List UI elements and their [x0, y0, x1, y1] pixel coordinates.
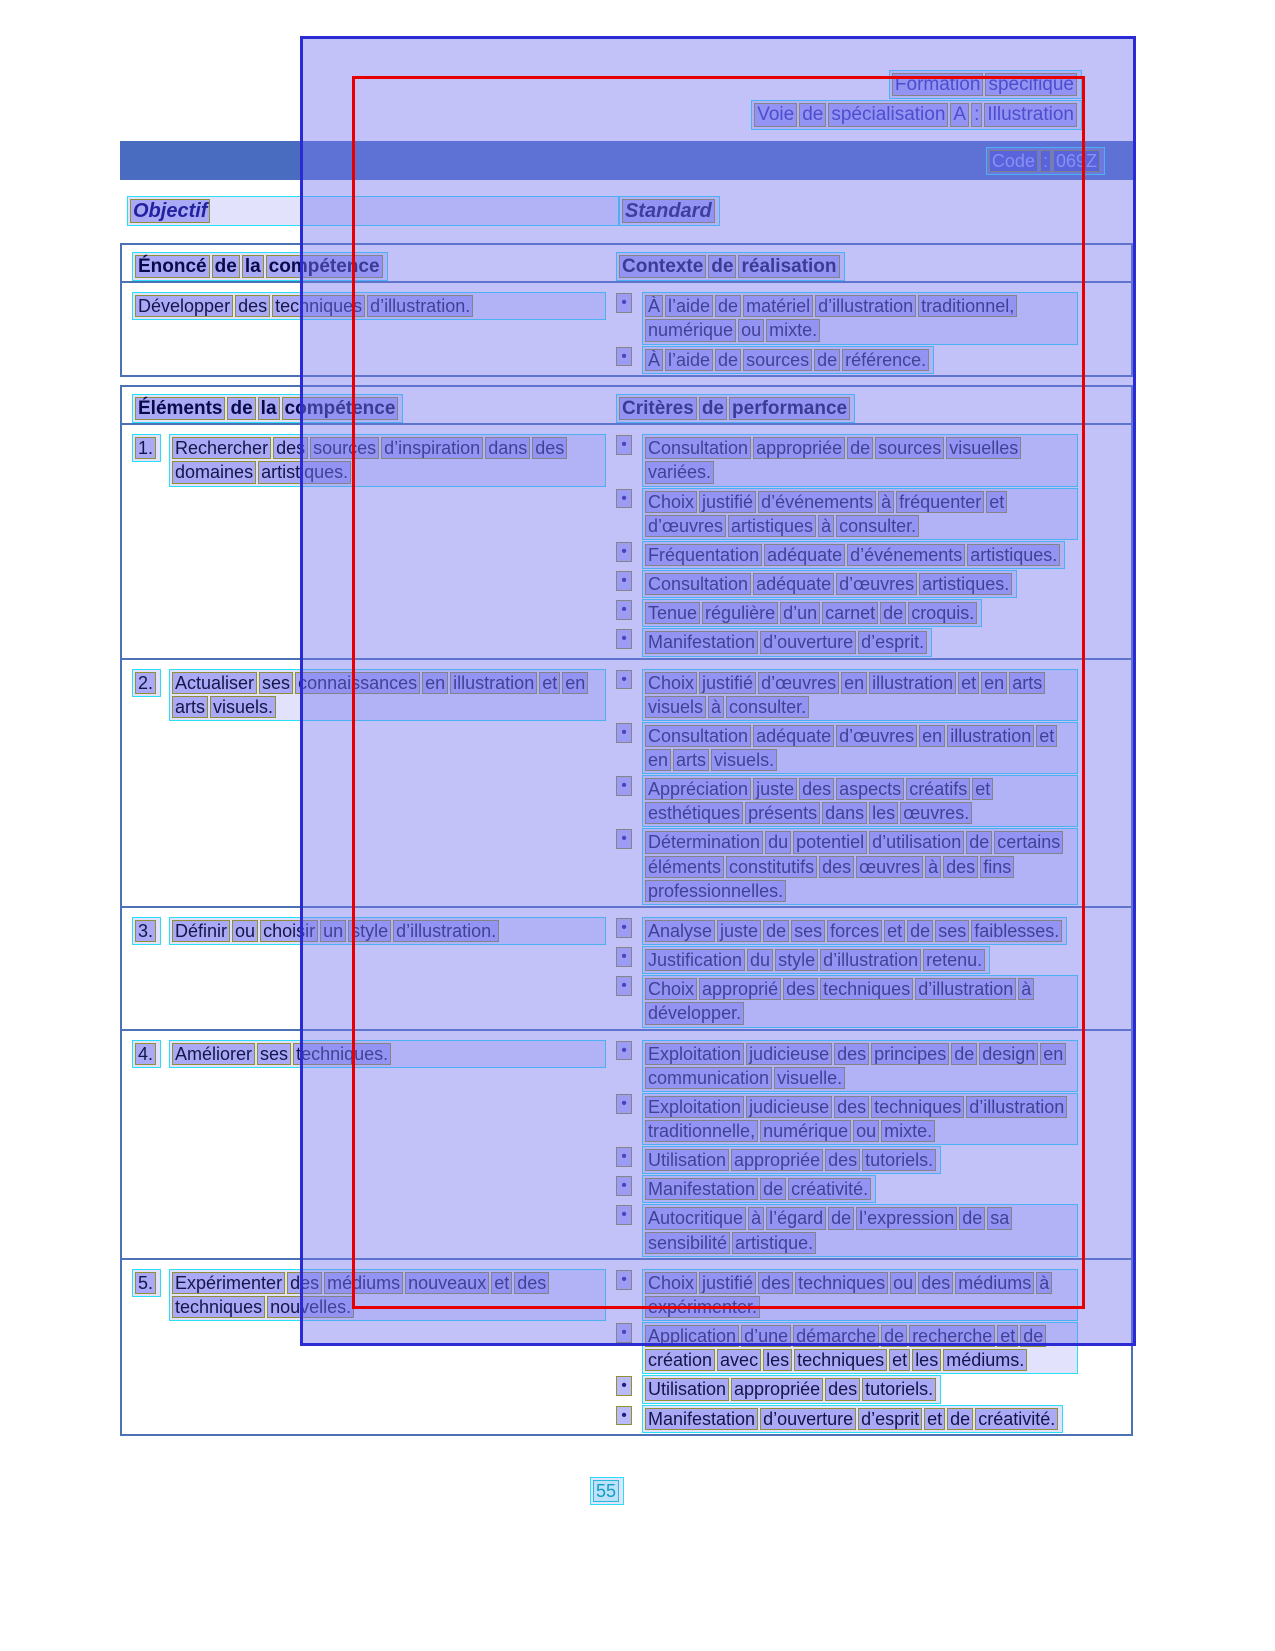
column-header-criteres: Critères de performance: [616, 394, 855, 423]
bullet-icon: •: [616, 629, 632, 649]
list-item: [616, 1322, 1081, 1374]
list-item: [616, 1093, 1081, 1145]
header-line-1: Formation spécifique: [889, 70, 1082, 99]
list-item: [616, 1040, 1081, 1092]
list-item: [616, 917, 1081, 945]
bullet-icon: •: [616, 1376, 632, 1396]
bullet-text: Exploitation judicieuse des principes de design encommunication visuelle.: [642, 1040, 1078, 1092]
list-item: [616, 946, 1081, 974]
bullet-icon: •: [616, 542, 632, 562]
section-header-bar: [120, 141, 1133, 180]
bullet-text: Manifestation d’ouverture d’esprit et de créativité.: [642, 1405, 1063, 1433]
bullet-icon: •: [616, 1094, 632, 1114]
list-item: [616, 628, 1081, 656]
item-number: 4.: [132, 1040, 161, 1068]
bullet-icon: •: [616, 293, 632, 313]
criteres-cell: [610, 908, 1131, 1029]
list-item: [616, 488, 1081, 540]
objectif-label: Objectif: [127, 196, 619, 226]
table-row-2: [122, 658, 1131, 906]
bullet-text: Choix justifié d’œuvres en illustration et en artsvisuels à consulter.: [642, 669, 1078, 721]
element-text: Expérimenter des médiums nouveaux et destechniques nouvelles.: [169, 1269, 606, 1321]
bullet-text: Consultation adéquate d’œuvres artistiques.: [642, 570, 1017, 598]
bullet-text: Manifestation de créativité.: [642, 1175, 876, 1203]
item-number: 3.: [132, 917, 161, 945]
bullet-icon: •: [616, 600, 632, 620]
bullet-icon: •: [616, 347, 632, 367]
list-item: [616, 722, 1081, 774]
bullet-icon: •: [616, 829, 632, 849]
bullet-icon: •: [616, 1147, 632, 1167]
bullet-icon: •: [616, 1270, 632, 1290]
table-row-4: [122, 1029, 1131, 1258]
page-number-text: 55: [590, 1477, 624, 1505]
list-item: [616, 775, 1081, 827]
list-item: [616, 541, 1081, 569]
bullet-text: Tenue régulière d’un carnet de croquis.: [642, 599, 982, 627]
bullet-icon: •: [616, 1323, 632, 1343]
criteres-cell: [610, 425, 1131, 657]
bullet-icon: •: [616, 1205, 632, 1225]
bullet-icon: •: [616, 571, 632, 591]
bullet-icon: •: [616, 489, 632, 509]
bullet-text: À l’aide de sources de référence.: [642, 346, 934, 374]
elements-table: [120, 385, 1133, 1436]
element-cell: [122, 1260, 610, 1434]
bullet-text: Utilisation appropriée des tutoriels.: [642, 1375, 941, 1403]
table-header-row: [122, 387, 1131, 423]
list-item: [616, 1204, 1081, 1256]
list-item: [616, 828, 1081, 904]
column-header-enonce: Énoncé de la compétence: [132, 252, 388, 281]
element-text: Améliorer ses techniques.: [169, 1040, 606, 1068]
bullet-text: Exploitation judicieuse des techniques d’illustrationtraditionnelle, numérique ou mixte.: [642, 1093, 1078, 1145]
list-item: [616, 1146, 1081, 1174]
element-cell: [122, 425, 610, 657]
standard-label: Standard: [619, 196, 720, 226]
bullet-icon: •: [616, 435, 632, 455]
competence-table: [120, 243, 1133, 377]
element-text: Actualiser ses connaissances en illustration et enarts visuels.: [169, 669, 606, 721]
list-item: [616, 1405, 1081, 1433]
list-item: [616, 292, 1081, 344]
competence-statement-cell: [122, 283, 610, 374]
bullet-text: Manifestation d’ouverture d’esprit.: [642, 628, 932, 656]
code-label: Code : 069Z: [986, 147, 1105, 175]
bullet-text: Justification du style d’illustration retenu.: [642, 946, 990, 974]
list-item: [616, 570, 1081, 598]
criteres-cell: [610, 1031, 1131, 1258]
list-item: [616, 1269, 1081, 1321]
contexte-cell: [610, 283, 1131, 374]
column-header-elements: Éléments de la compétence: [132, 394, 403, 423]
column-header-contexte: Contexte de réalisation: [616, 252, 845, 281]
bullet-icon: •: [616, 670, 632, 690]
page-number: [590, 1477, 624, 1505]
bullet-text: Fréquentation adéquate d’événements artistiques.: [642, 541, 1065, 569]
bullet-icon: •: [616, 947, 632, 967]
bullet-icon: •: [616, 1406, 632, 1426]
bullet-text: Application d’une démarche de recherche et decréation avec les techniques et les médiums.: [642, 1322, 1078, 1374]
element-text: Rechercher des sources d’inspiration dans desdomaines artistiques.: [169, 434, 606, 486]
bullet-text: Détermination du potentiel d’utilisation de certainséléments constitutifs des œuvres à des finsprofessionnelles.: [642, 828, 1078, 904]
bullet-text: Choix justifié d’événements à fréquenter etd’œuvres artistiques à consulter.: [642, 488, 1078, 540]
table-row: [122, 281, 1131, 374]
element-cell: [122, 1031, 610, 1258]
table-header-row: [122, 245, 1131, 281]
item-number: 2.: [132, 669, 161, 697]
table-row-5: [122, 1258, 1131, 1434]
list-item: [616, 1175, 1081, 1203]
bullet-icon: •: [616, 776, 632, 796]
list-item: [616, 346, 1081, 374]
bullet-text: Autocritique à l’égard de l’expression de sasensibilité artistique.: [642, 1204, 1078, 1256]
element-cell: [122, 908, 610, 1029]
page-header: [352, 70, 1082, 131]
table-row-1: [122, 423, 1131, 657]
bullet-text: Consultation appropriée de sources visuellesvariées.: [642, 434, 1078, 486]
list-item: [616, 599, 1081, 627]
objectif-standard-row: [127, 196, 1133, 226]
item-number: 1.: [132, 434, 161, 462]
element-text: Définir ou choisir un style d’illustration.: [169, 917, 606, 945]
bullet-icon: •: [616, 1176, 632, 1196]
bullet-text: Utilisation appropriée des tutoriels.: [642, 1146, 941, 1174]
bullet-text: À l’aide de matériel d’illustration traditionnel,numérique ou mixte.: [642, 292, 1078, 344]
list-item: [616, 1375, 1081, 1403]
header-line-2: Voie de spécialisation A : Illustration: [751, 100, 1082, 129]
element-cell: [122, 660, 610, 906]
item-number: 5.: [132, 1269, 161, 1297]
criteres-cell: [610, 660, 1131, 906]
bullet-text: Consultation adéquate d’œuvres en illustration eten arts visuels.: [642, 722, 1078, 774]
list-item: [616, 434, 1081, 486]
criteres-cell: [610, 1260, 1131, 1434]
competence-statement: Développer des techniques d’illustration.: [132, 292, 606, 320]
bullet-text: Analyse juste de ses forces et de ses faiblesses.: [642, 917, 1067, 945]
bullet-icon: •: [616, 1041, 632, 1061]
bullet-text: Choix justifié des techniques ou des médiums àexpérimenter.: [642, 1269, 1078, 1321]
bullet-icon: •: [616, 918, 632, 938]
list-item: [616, 669, 1081, 721]
bullet-text: Choix approprié des techniques d’illustration àdévelopper.: [642, 975, 1078, 1027]
list-item: [616, 975, 1081, 1027]
table-row-3: [122, 906, 1131, 1029]
bullet-text: Appréciation juste des aspects créatifs etesthétiques présents dans les œuvres.: [642, 775, 1078, 827]
bullet-icon: •: [616, 976, 632, 996]
bullet-icon: •: [616, 723, 632, 743]
